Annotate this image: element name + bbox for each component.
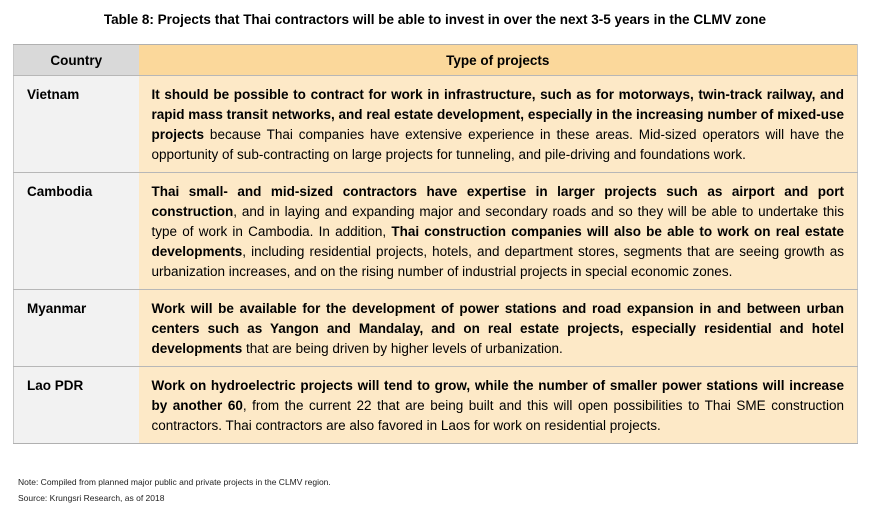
- description-text: that are being driven by higher levels of urbanization.: [242, 341, 563, 356]
- table-row: [14, 290, 858, 367]
- description-bold-text: It should be possible to contract for work in infrastructure, such as for motorways, twin-track railway, and rapid mass transit networks, and real estate development, especially in the increasing number of mixed-use projects: [151, 87, 844, 142]
- project-description-cell: [139, 367, 858, 444]
- description-bold-text: Work will be available for the development of power stations and road expansion in and between urban centers such as Yangon and Mandalay, and on real estate projects, especially residential and hotel developments: [151, 301, 844, 356]
- description-bold-text: Thai small- and mid-sized contractors have expertise in larger projects such as airport and port construction: [151, 184, 844, 219]
- table-row: [14, 76, 858, 173]
- table-row: [14, 367, 858, 444]
- country-cell: Vietnam: [14, 76, 139, 173]
- description-text: because Thai companies have extensive experience in these areas. Mid-sized operators will have the opportunity of sub-contracting on large projects for tunneling, and pile-driving and foundations work.: [151, 127, 844, 162]
- column-header-country: Country: [14, 45, 139, 76]
- description-text: , from the current 22 that are being built and this will open possibilities to Thai SME construction contractors. Thai contractors are also favored in Laos for work on residential projects.: [151, 398, 845, 433]
- country-cell: Myanmar: [14, 290, 139, 367]
- project-description-cell: [139, 290, 858, 367]
- country-cell: Lao PDR: [14, 367, 139, 444]
- column-header-type: Type of projects: [139, 45, 858, 76]
- table-source: Source: Krungsri Research, as of 2018: [18, 493, 165, 503]
- description-bold-text: Work on hydroelectric projects will tend to grow, while the number of smaller power stations will increase by another 60: [151, 378, 844, 413]
- description-text: , including residential projects, hotels, and department stores, segments that are seeing growth as urbanization increases, and on the rising number of industrial projects in special economic zones.: [151, 244, 844, 279]
- table-header-row: [14, 45, 858, 76]
- table-row: [14, 173, 858, 290]
- table-note: Note: Compiled from planned major public and private projects in the CLMV region.: [18, 477, 331, 487]
- country-cell: Cambodia: [14, 173, 139, 290]
- description-text: , and in laying and expanding major and secondary roads and so they will be able to undertake this type of work in Cambodia. In addition,: [151, 204, 844, 239]
- project-description-cell: [139, 76, 858, 173]
- projects-table: [13, 44, 858, 444]
- description-bold-text: Thai construction companies will also be able to work on real estate developments: [151, 224, 844, 259]
- project-description-cell: [139, 173, 858, 290]
- table-title: Table 8: Projects that Thai contractors will be able to invest in over the next 3-5 years in the CLMV zone: [103, 12, 767, 27]
